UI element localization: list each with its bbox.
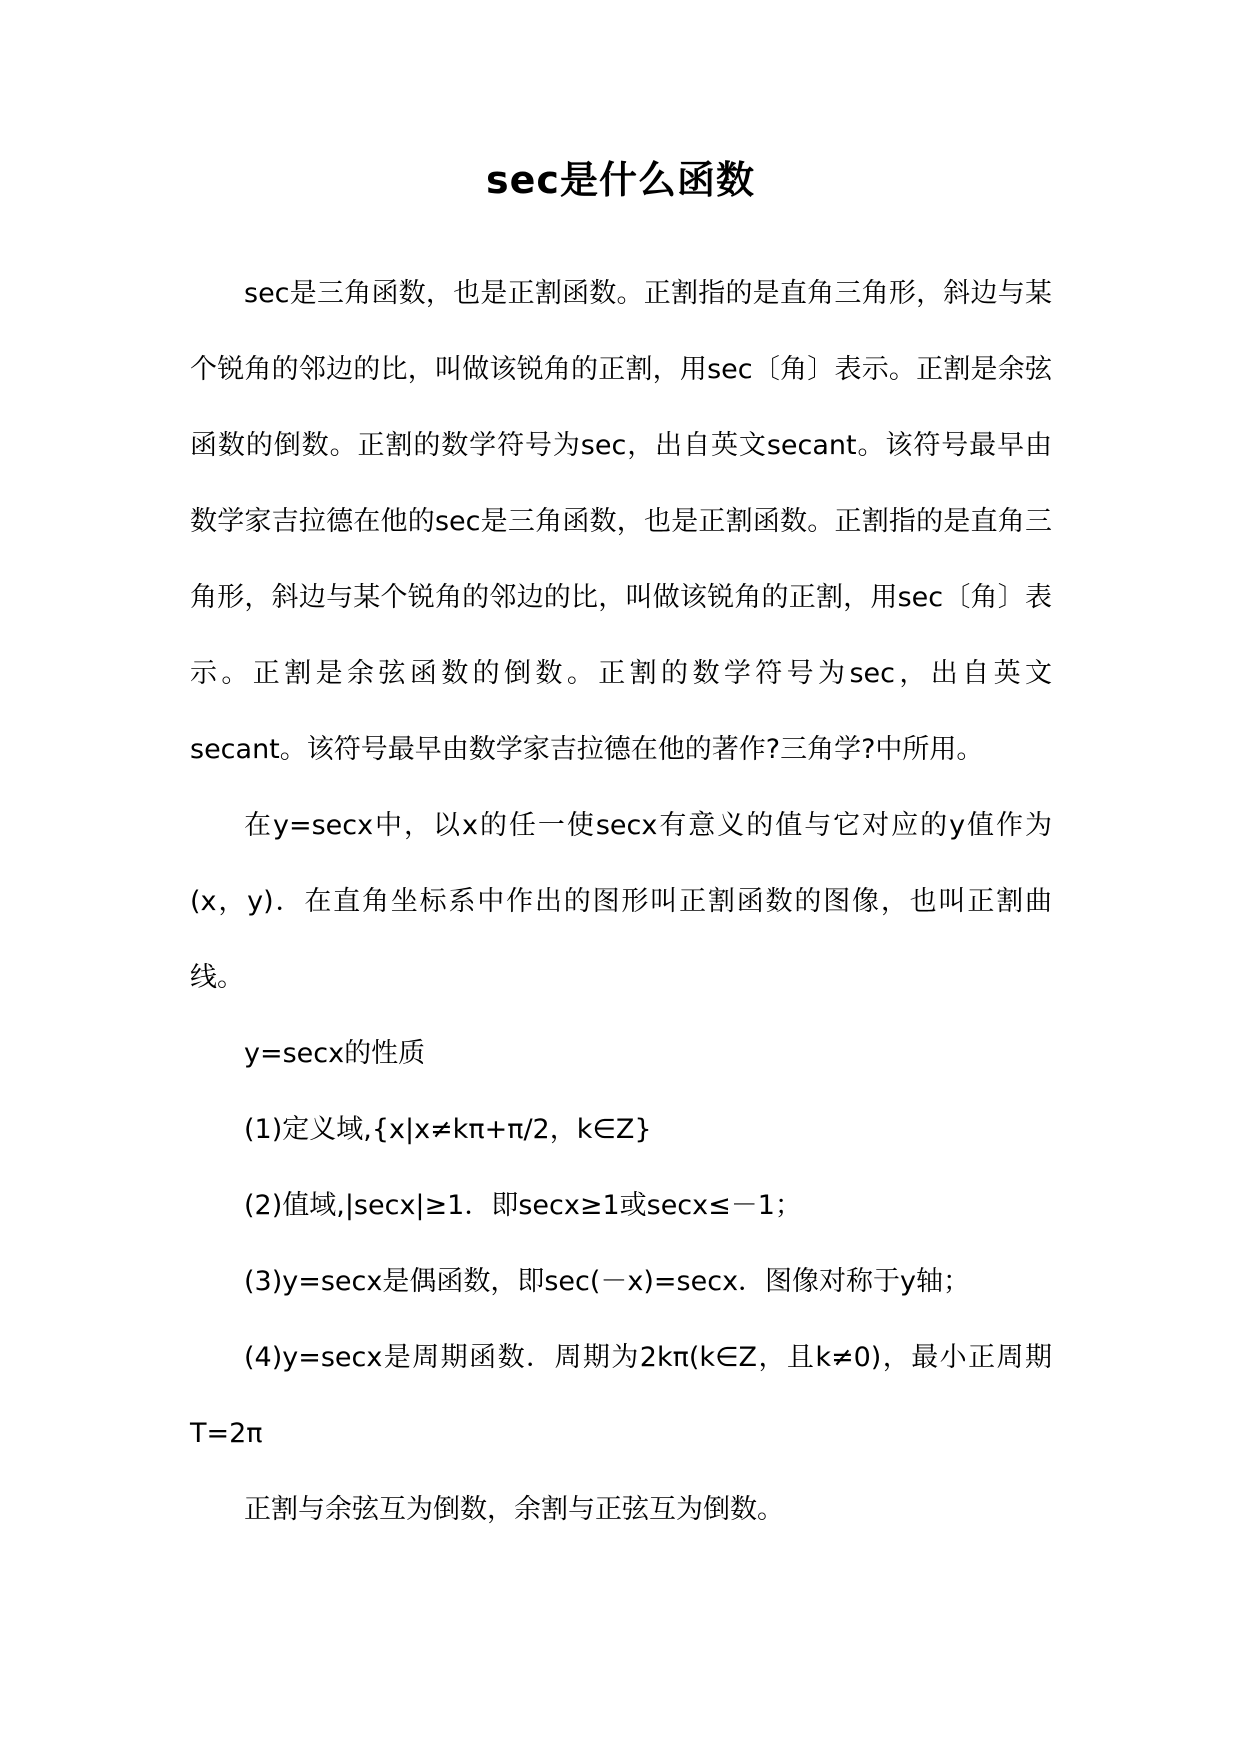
document-body [190,256,1052,1548]
paragraph-definition: sec是三角函数，也是正割函数。正割指的是直角三角形，斜边与某个锐角的邻边的比，叫做该锐角的正割，用sec〔角〕表示。正割是余弦函数的倒数。正割的数学符号为sec，出自英文secant。该符号最早由数学家吉拉德在他的sec是三角函数，也是正割函数。正割指的是直角三角形，斜边与某个锐角的邻边的比，叫做该锐角的正割，用sec〔角〕表示。正割是余弦函数的倒数。正割的数学符号为sec，出自英文secant。该符号最早由数学家吉拉德在他的著作?三角学?中所用。 [190,278,1052,765]
paragraph-property-even: (3)y=secx是偶函数，即sec(－x)=secx．图像对称于y轴； [244,1266,971,1297]
paragraph-properties-heading: y=secx的性质 [244,1038,426,1069]
paragraph-property-period: (4)y=secx是周期函数．周期为2kπ(k∈Z，且k≠0)，最小正周期T=2π [190,1342,1052,1449]
paragraph-property-domain: (1)定义域,{x|x≠kπ+π/2，k∈Z} [244,1114,652,1145]
paragraph-graph-description: 在y=secx中，以x的任一使secx有意义的值与它对应的y值作为(x，y)．在直角坐标系中作出的图形叫正割函数的图像，也叫正割曲线。 [190,810,1052,993]
paragraph-reciprocal: 正割与余弦互为倒数，余割与正弦互为倒数。 [244,1494,784,1525]
document-title: sec是什么函数 [486,158,755,202]
paragraph-property-range: (2)值域,|secx|≥1．即secx≥1或secx≤－1； [244,1190,802,1221]
